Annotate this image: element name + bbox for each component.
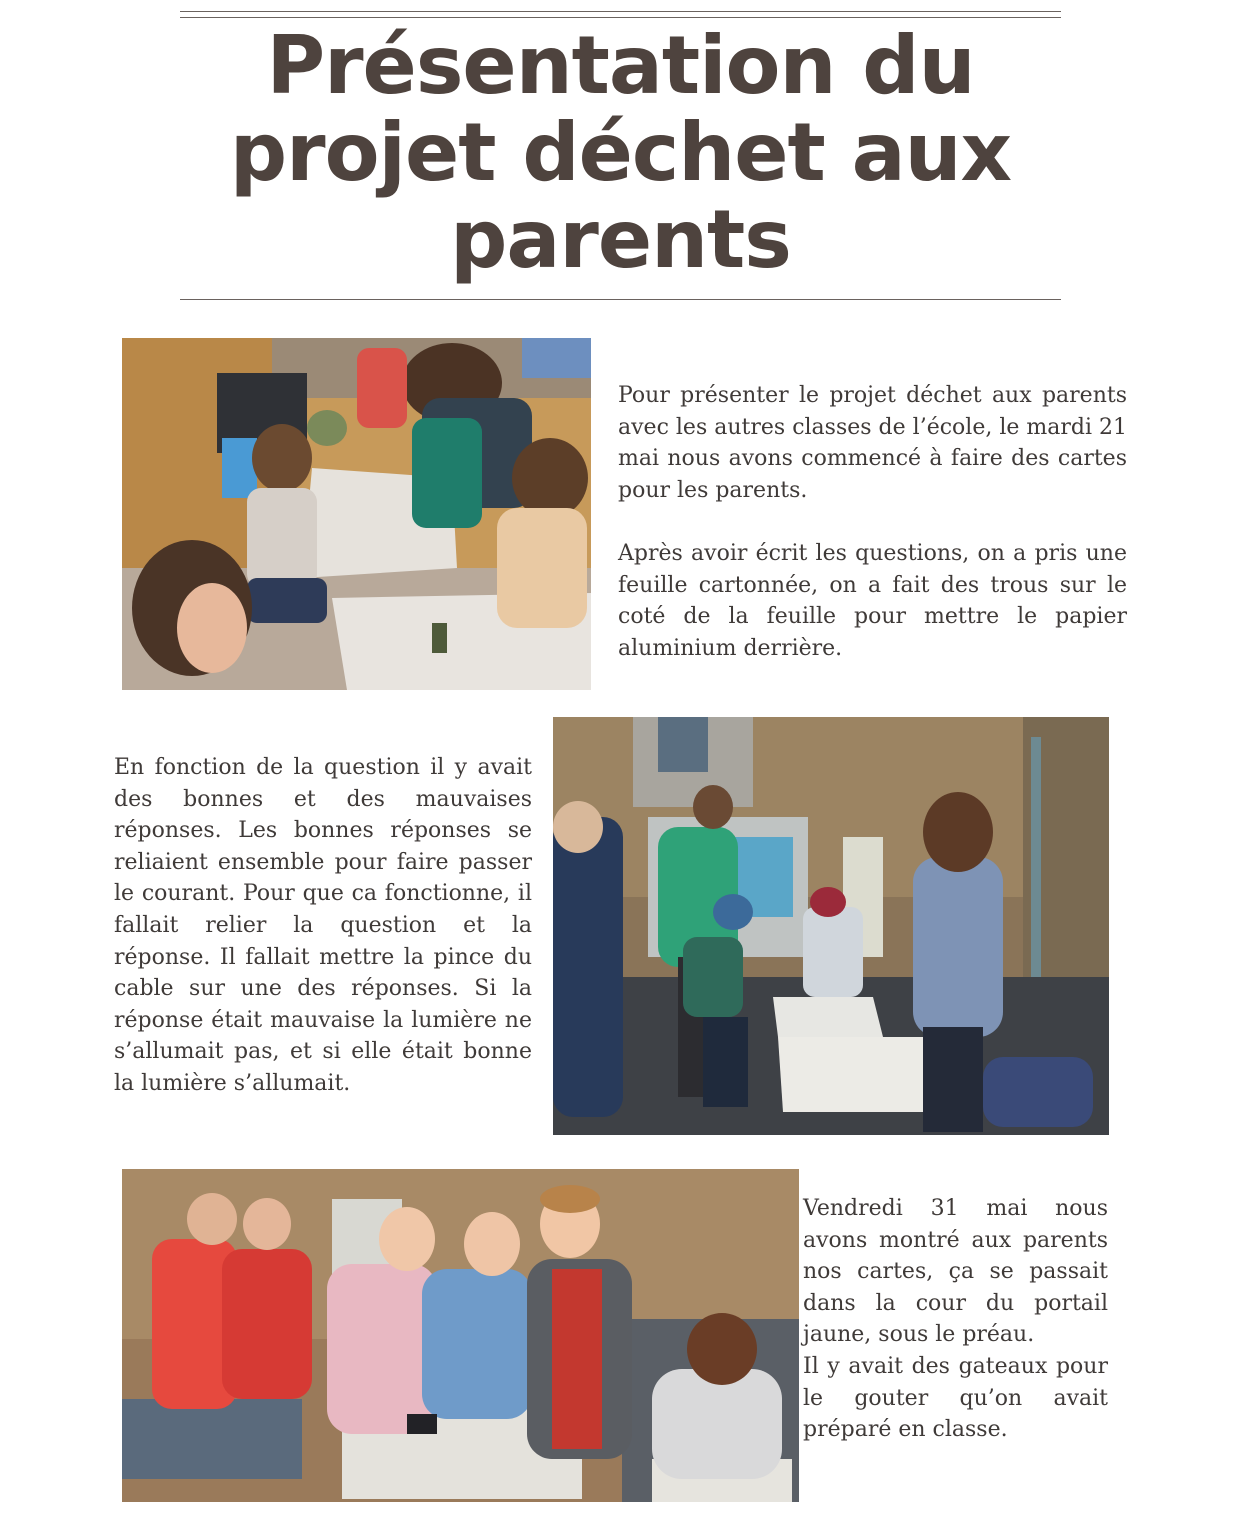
photo-classroom-activity [122, 338, 591, 690]
title-line-2: projet déchet aux [229, 106, 1012, 199]
paragraph-explanation: En fonction de la question il y avait des bonnes et des mauvaises réponses. Les bonnes réponses se reliaient ensemble pour faire passer le courant. Pour que ca fonctionne, il fallait relier la question et la réponse. Il fallait mettre la pince du cable sur une des réponses. Si la réponse était mauvaise la lumière ne s’allumait pas, et si elle était bonne la lumière s’allumait. [114, 755, 532, 1096]
paragraph-making-cards: Après avoir écrit les questions, on a pris une feuille cartonnée, on a fait des trous sur le coté de la feuille pour mettre le papier aluminium derrière. [618, 540, 1127, 661]
explanation-text-block [114, 752, 532, 1100]
paragraph-intro: Pour présenter le projet déchet aux parents avec les autres classes de l’école, le mardi 21 mai nous avons commencé à faire des cartes pour les parents. [618, 383, 1127, 503]
paragraph-event: Vendredi 31 mai nous avons montré aux parents nos cartes, ça se passait dans la cour du portail jaune, sous le préau. [803, 1196, 1108, 1348]
top-rule-2 [180, 17, 1061, 18]
photo-children-group [122, 1169, 799, 1502]
bottom-rule [180, 299, 1061, 300]
intro-text-block [618, 380, 1127, 664]
title-line-1: Présentation du [266, 19, 975, 112]
top-rule-1 [180, 11, 1061, 12]
event-text-block [803, 1193, 1108, 1446]
paragraph-snack: Il y avait des gateaux pour le gouter qu’on avait préparé en classe. [803, 1353, 1108, 1443]
title-line-3: parents [450, 193, 791, 286]
page-title [180, 19, 1061, 286]
photo-outdoor-presentation [553, 717, 1109, 1135]
